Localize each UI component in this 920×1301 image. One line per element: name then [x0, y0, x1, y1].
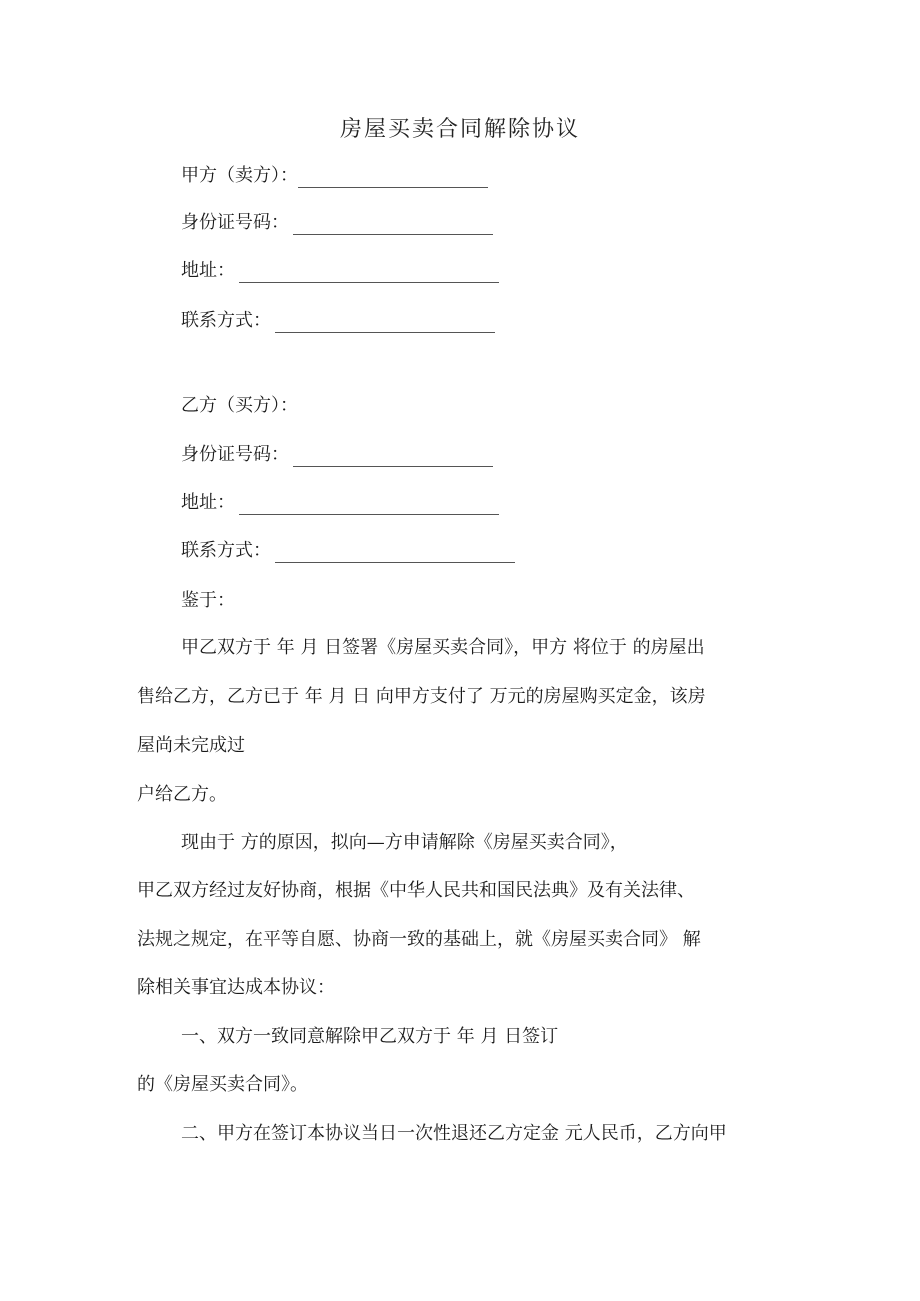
paragraph-2-line-1: 现由于 方的原因，拟向—方申请解除《房屋买卖合同》， — [181, 832, 628, 853]
party-b-address-row — [181, 491, 499, 515]
party-a-address-label: 地址： — [181, 260, 235, 281]
party-b-label: 乙方（买方）： — [181, 395, 298, 416]
party-b-contact-blank[interactable] — [275, 542, 515, 563]
party-a-id-blank[interactable] — [293, 214, 493, 235]
clause-1-line-1: 一、双方一致同意解除甲乙双方于 年 月 日签订 — [181, 1026, 559, 1047]
clause-1-line-2: 的《房屋买卖合同》。 — [137, 1074, 308, 1095]
party-b-address-blank[interactable] — [239, 494, 499, 515]
party-a-address-row — [181, 259, 499, 283]
document-title: 房屋买卖合同解除协议 — [339, 117, 580, 142]
party-a-address-blank[interactable] — [239, 262, 499, 283]
party-b-id-row — [181, 443, 493, 467]
paragraph-1-line-1: 甲乙双方于 年 月 日签署《房屋买卖合同》，甲方 将位于 的房屋出 — [181, 637, 705, 658]
party-a-row — [181, 164, 488, 188]
party-a-contact-blank[interactable] — [275, 312, 495, 333]
party-a-id-label: 身份证号码： — [181, 212, 289, 233]
party-b-row — [181, 394, 298, 418]
party-a-id-row — [181, 211, 493, 235]
clause-2-line-1: 二、甲方在签订本协议当日一次性退还乙方定金 元人民币，乙方向甲 — [181, 1123, 727, 1144]
paragraph-2-line-4: 除相关事宜达成本协议： — [137, 977, 335, 998]
paragraph-1-line-4: 户给乙方。 — [137, 784, 227, 805]
party-b-address-label: 地址： — [181, 492, 235, 513]
party-b-contact-row — [181, 539, 515, 563]
party-a-contact-label: 联系方式： — [181, 310, 271, 331]
party-a-blank[interactable] — [298, 167, 488, 188]
paragraph-1-line-2: 售给乙方，乙方已于 年 月 日 向甲方支付了 万元的房屋购买定金，该房 — [137, 686, 706, 707]
whereas-label: 鉴于： — [181, 590, 235, 611]
party-a-contact-row — [181, 309, 495, 333]
paragraph-2-line-2: 甲乙双方经过友好协商，根据《中华人民共和国民法典》及有关法律、 — [137, 880, 695, 901]
paragraph-2-line-3: 法规之规定，在平等自愿、协商一致的基础上，就《房屋买卖合同》 解 — [137, 929, 701, 950]
party-b-id-label: 身份证号码： — [181, 444, 289, 465]
party-b-id-blank[interactable] — [293, 446, 493, 467]
paragraph-1-line-3: 屋尚未完成过 — [137, 735, 245, 756]
party-b-contact-label: 联系方式： — [181, 540, 271, 561]
party-a-label: 甲方（卖方）： — [181, 165, 298, 186]
